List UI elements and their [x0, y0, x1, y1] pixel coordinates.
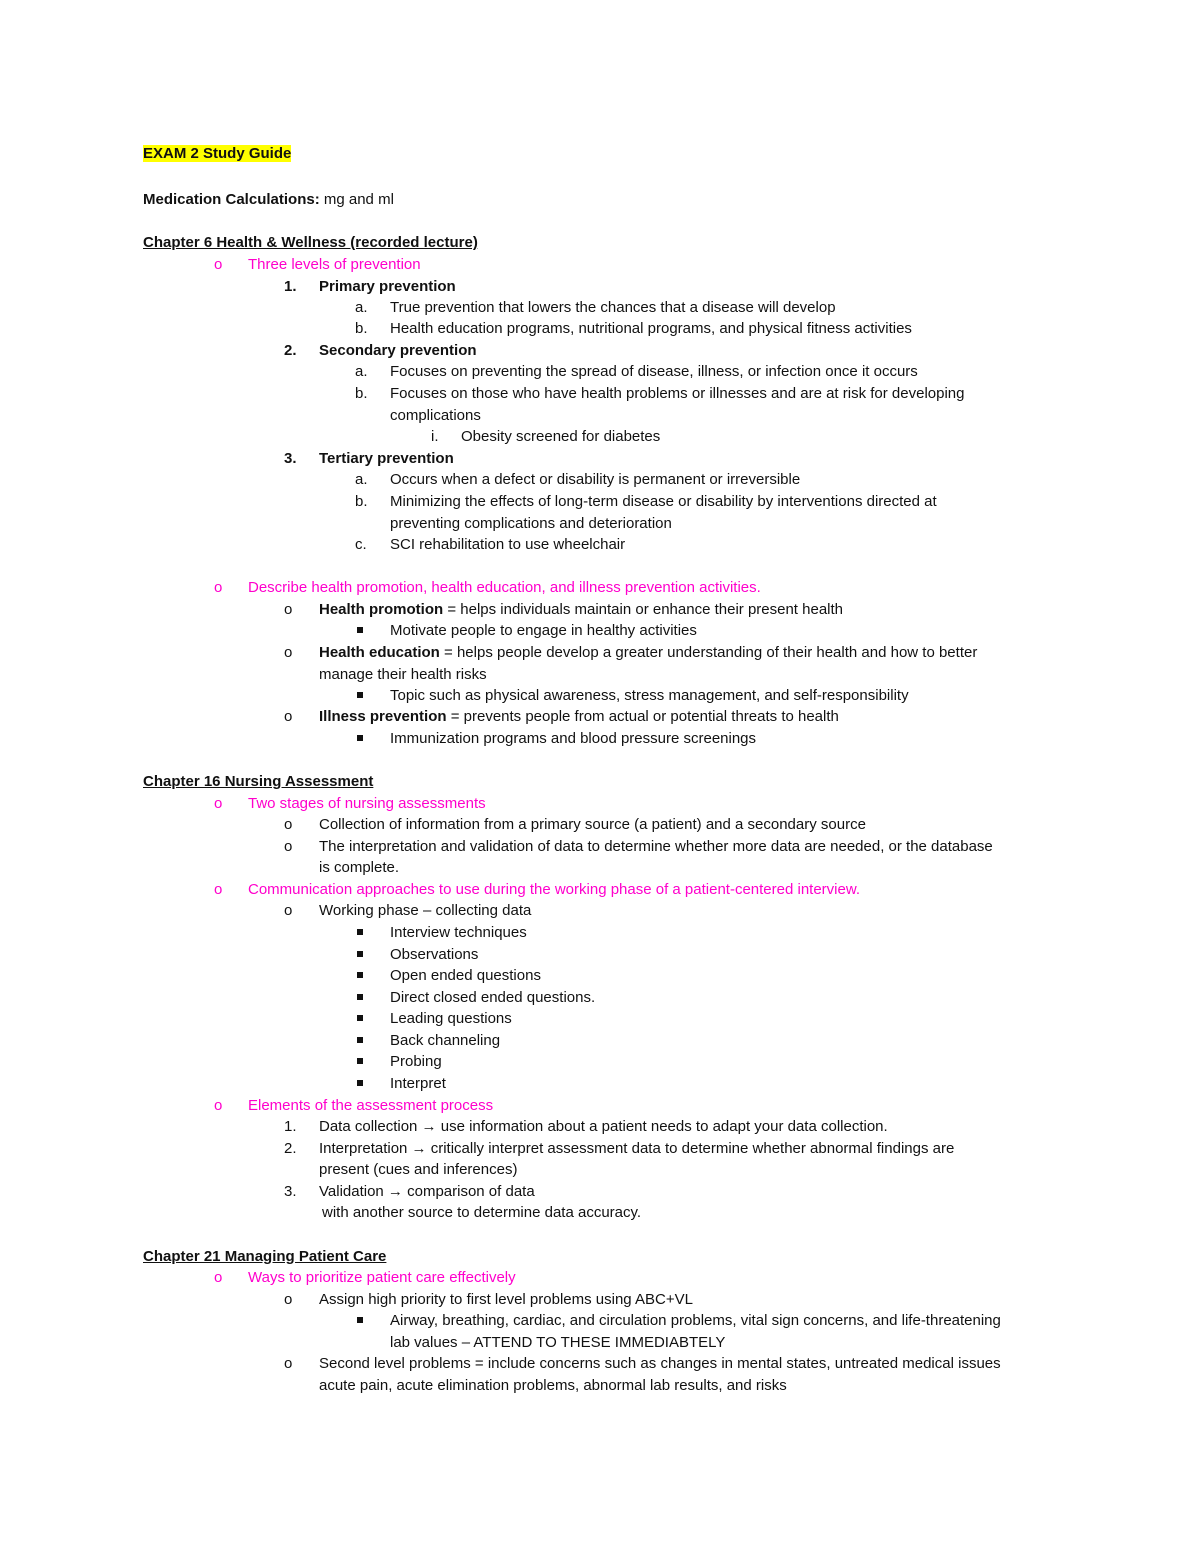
list-letter: a.	[355, 471, 368, 488]
list-letter: b.	[355, 385, 368, 402]
comm-item: Open ended questions	[390, 967, 541, 984]
second-level-2: acute pain, acute elimination problems, abnormal lab results, and risks	[319, 1377, 787, 1394]
bullet-o: o	[284, 838, 293, 855]
list-roman: i.	[431, 428, 439, 445]
definition: = helps individuals maintain or enhance their present health	[443, 601, 844, 618]
secondary-a: Focuses on preventing the spread of disease, illness, or infection once it occurs	[390, 363, 918, 380]
list-number: 2.	[284, 342, 297, 359]
first-level: Assign high priority to first level problems using ABC+VL	[319, 1291, 693, 1308]
doc-title	[143, 143, 291, 164]
secondary-title: Secondary prevention	[319, 342, 477, 359]
comm-item: Back channeling	[390, 1032, 501, 1049]
primary-a: True prevention that lowers the chances that a disease will develop	[390, 299, 836, 316]
term: Health promotion	[319, 601, 444, 618]
primary-title: Primary prevention	[319, 278, 456, 295]
promotion-sub: Motivate people to engage in healthy activities	[390, 622, 697, 639]
comm-item: Interpret	[390, 1075, 446, 1092]
bullet-o: o	[284, 1291, 293, 1308]
med-calc-label: Medication Calculations:	[143, 191, 320, 208]
stage-1: Collection of information from a primary source (a patient) and a secondary source	[319, 816, 866, 833]
list-letter: c.	[355, 536, 367, 553]
square-bullet	[357, 1317, 363, 1323]
comm-item: Leading questions	[390, 1010, 512, 1027]
tertiary-b2: preventing complications and deterioration	[390, 515, 672, 532]
first-level-sub2: lab values – ATTEND TO THESE IMMEDIABTELY	[390, 1334, 726, 1351]
square-bullet	[357, 1058, 363, 1064]
education-def2: manage their health risks	[319, 666, 487, 683]
bullet-o: o	[284, 816, 293, 833]
square-bullet	[357, 1015, 363, 1021]
health-education-line	[319, 642, 977, 663]
ways-title: Ways to prioritize patient care effectively	[248, 1269, 516, 1286]
list-letter: b.	[355, 493, 368, 510]
definition: = helps people develop a greater understanding of their health and how to better	[439, 644, 978, 661]
square-bullet	[357, 972, 363, 978]
comm-item: Probing	[390, 1053, 442, 1070]
chapter-6-heading: Chapter 6 Health & Wellness (recorded lecture)	[143, 234, 478, 251]
square-bullet	[357, 692, 363, 698]
secondary-b1: Focuses on those who have health problems or illnesses and are at risk for developing	[390, 385, 965, 402]
square-bullet	[357, 1080, 363, 1086]
bullet-o: o	[284, 1355, 293, 1372]
square-bullet	[357, 951, 363, 957]
med-calc-line	[143, 189, 394, 210]
working-phase: Working phase – collecting data	[319, 902, 532, 919]
levels-title: Three levels of prevention	[248, 256, 421, 273]
list-number: 1.	[284, 1118, 297, 1135]
bullet-o: o	[214, 256, 223, 273]
square-bullet	[357, 994, 363, 1000]
bullet-o: o	[214, 1269, 223, 1286]
list-number: 2.	[284, 1140, 297, 1157]
bullet-o: o	[214, 579, 223, 596]
element-1: Data collection → use information about a patient needs to adapt your data collection.	[319, 1118, 888, 1135]
illness-prevention-line	[319, 706, 839, 727]
stages-title: Two stages of nursing assessments	[248, 795, 486, 812]
bullet-o: o	[284, 601, 293, 618]
elements-title: Elements of the assessment process	[248, 1097, 494, 1114]
chapter-21-heading: Chapter 21 Managing Patient Care	[143, 1248, 387, 1265]
title-highlight: EXAM 2 Study Guide	[143, 145, 292, 162]
bullet-o: o	[284, 902, 293, 919]
chapter-16-heading: Chapter 16 Nursing Assessment	[143, 773, 374, 790]
bullet-o: o	[214, 881, 223, 898]
comm-item: Interview techniques	[390, 924, 527, 941]
term: Illness prevention	[319, 708, 447, 725]
education-sub: Topic such as physical awareness, stress management, and self-responsibility	[390, 687, 909, 704]
list-number: 3.	[284, 450, 297, 467]
list-letter: a.	[355, 299, 368, 316]
bullet-o: o	[284, 644, 293, 661]
square-bullet	[357, 1037, 363, 1043]
med-calc-value: mg and ml	[319, 191, 394, 208]
secondary-i: Obesity screened for diabetes	[461, 428, 661, 445]
health-promotion-line	[319, 599, 843, 620]
tertiary-a: Occurs when a defect or disability is permanent or irreversible	[390, 471, 801, 488]
tertiary-title: Tertiary prevention	[319, 450, 454, 467]
comm-item: Observations	[390, 946, 479, 963]
second-level-1: Second level problems = include concerns such as changes in mental states, untreated medical issues	[319, 1355, 1001, 1372]
comm-item: Direct closed ended questions.	[390, 989, 596, 1006]
tertiary-b1: Minimizing the effects of long-term disease or disability by interventions directed at	[390, 493, 937, 510]
element-2: Interpretation → critically interpret assessment data to determine whether abnormal findings are	[319, 1140, 955, 1157]
term: Health education	[319, 644, 440, 661]
square-bullet	[357, 735, 363, 741]
bullet-o: o	[284, 708, 293, 725]
bullet-o: o	[214, 1097, 223, 1114]
list-letter: b.	[355, 320, 368, 337]
definition: = prevents people from actual or potential threats to health	[446, 708, 839, 725]
describe-title: Describe health promotion, health education, and illness prevention activities.	[248, 579, 761, 596]
first-level-sub1: Airway, breathing, cardiac, and circulation problems, vital sign concerns, and life-threatening	[390, 1312, 1001, 1329]
bullet-o: o	[214, 795, 223, 812]
illness-sub: Immunization programs and blood pressure screenings	[390, 730, 757, 747]
square-bullet	[357, 627, 363, 633]
element-3: Validation → comparison of data	[319, 1183, 535, 1200]
element-2b: present (cues and inferences)	[319, 1161, 518, 1178]
square-bullet	[357, 929, 363, 935]
secondary-b2: complications	[390, 407, 481, 424]
element-3b: with another source to determine data accuracy.	[322, 1204, 642, 1221]
list-letter: a.	[355, 363, 368, 380]
tertiary-c: SCI rehabilitation to use wheelchair	[390, 536, 626, 553]
stage-2b: is complete.	[319, 859, 400, 876]
list-number: 3.	[284, 1183, 297, 1200]
primary-b: Health education programs, nutritional programs, and physical fitness activities	[390, 320, 912, 337]
stage-2a: The interpretation and validation of data to determine whether more data are needed, or the database	[319, 838, 993, 855]
comm-title: Communication approaches to use during the working phase of a patient-centered interview.	[248, 881, 861, 898]
list-number: 1.	[284, 278, 297, 295]
